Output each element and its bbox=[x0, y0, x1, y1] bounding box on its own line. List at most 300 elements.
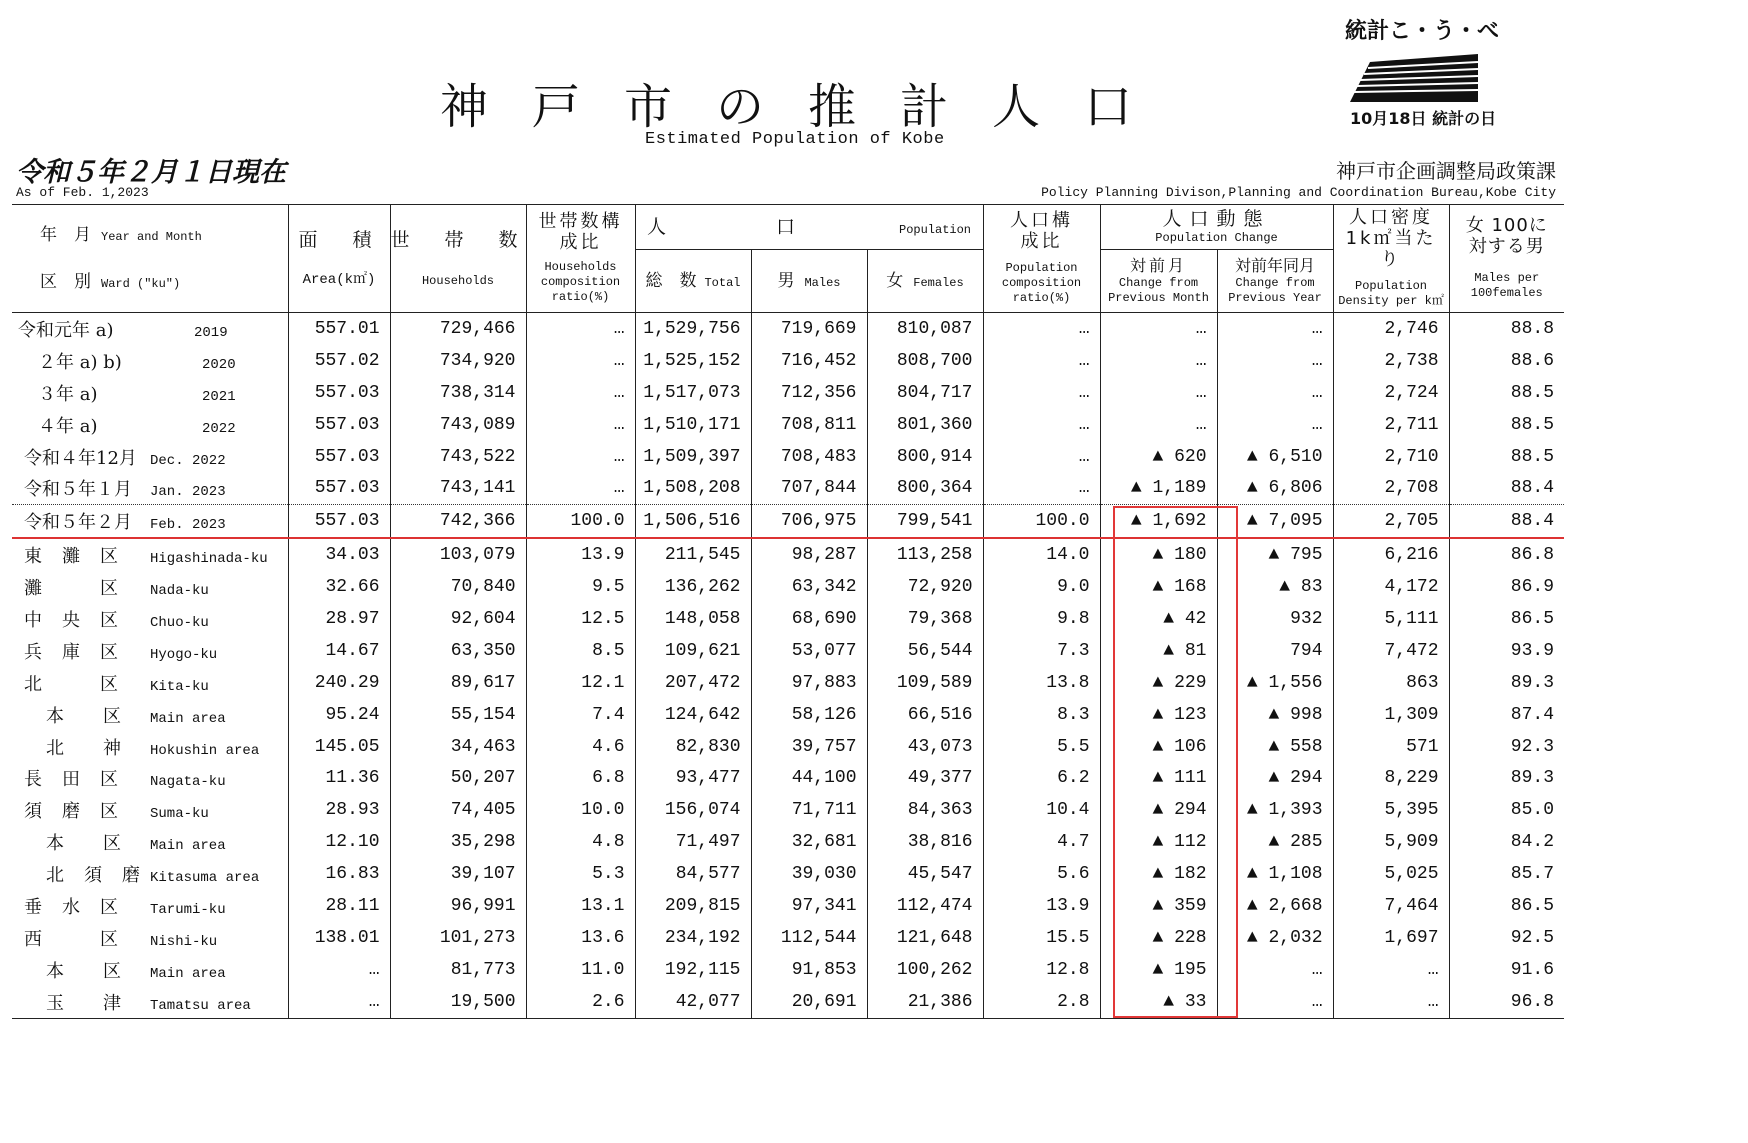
females-cell: 79,368 bbox=[867, 603, 983, 635]
row-label-jp: 令和５年２月 bbox=[24, 512, 132, 534]
density-cell: 2,708 bbox=[1333, 472, 1449, 504]
females-cell: 66,516 bbox=[867, 699, 983, 731]
population-ratio-cell: … bbox=[983, 441, 1100, 473]
change-month-cell: ▲ 1,189 bbox=[1100, 472, 1217, 504]
density-cell: 2,738 bbox=[1333, 345, 1449, 377]
population-ratio-cell: 9.0 bbox=[983, 571, 1100, 603]
table-row bbox=[12, 826, 1564, 858]
row-label-en: Jan. 2023 bbox=[150, 484, 226, 501]
row-label-en: Nada-ku bbox=[150, 583, 209, 600]
year-month-jp: 年 月 bbox=[40, 225, 91, 246]
row-label-en: 2020 bbox=[202, 356, 236, 373]
total-en: Total bbox=[704, 275, 741, 290]
population-ratio-cell: 100.0 bbox=[983, 505, 1100, 538]
table-row bbox=[12, 667, 1564, 699]
households-ratio-cell: 13.9 bbox=[526, 538, 635, 571]
density-cell: 5,025 bbox=[1333, 858, 1449, 890]
area-cell: 34.03 bbox=[288, 538, 390, 571]
change-year-cell: ▲ 1,108 bbox=[1217, 858, 1333, 890]
row-label-jp: 垂 水 区 bbox=[24, 896, 119, 918]
change-month-cell: ▲ 123 bbox=[1100, 699, 1217, 731]
density-cell: 5,395 bbox=[1333, 794, 1449, 826]
density-cell: 2,724 bbox=[1333, 377, 1449, 409]
as-of-date-jp: 令和５年２月１日現在 bbox=[16, 157, 286, 188]
row-label-jp: 北 区 bbox=[24, 673, 119, 695]
row-label-en: Hyogo-ku bbox=[150, 646, 218, 663]
males-cell: 39,030 bbox=[751, 858, 867, 890]
change-month-cell: ▲ 180 bbox=[1100, 538, 1217, 571]
row-label-en: Tarumi-ku bbox=[150, 901, 226, 918]
sex-ratio-cell: 88.5 bbox=[1449, 377, 1564, 409]
sex-ratio-cell: 96.8 bbox=[1449, 986, 1564, 1018]
sex-ratio-cell: 92.3 bbox=[1449, 731, 1564, 763]
males-cell: 97,341 bbox=[751, 890, 867, 922]
households-cell: 103,079 bbox=[390, 538, 526, 571]
total-cell: 207,472 bbox=[635, 667, 751, 699]
row-label-jp: 本 区 bbox=[46, 960, 122, 982]
total-cell: 124,642 bbox=[635, 699, 751, 731]
total-header bbox=[635, 250, 751, 313]
females-cell: 49,377 bbox=[867, 762, 983, 794]
males-cell: 716,452 bbox=[751, 345, 867, 377]
total-cell: 1,529,756 bbox=[635, 313, 751, 345]
households-cell: 74,405 bbox=[390, 794, 526, 826]
females-cell: 100,262 bbox=[867, 954, 983, 986]
males-cell: 20,691 bbox=[751, 986, 867, 1018]
population-ratio-cell: 2.8 bbox=[983, 986, 1100, 1018]
households-ratio-en: Households composition ratio(%) bbox=[540, 259, 621, 304]
change-month-cell: ▲ 33 bbox=[1100, 986, 1217, 1018]
females-header bbox=[867, 250, 983, 313]
row-label-jp: 玉 津 bbox=[46, 992, 122, 1014]
change-month-cell: ▲ 228 bbox=[1100, 922, 1217, 954]
table-row bbox=[12, 890, 1564, 922]
population-ratio-cell: 10.4 bbox=[983, 794, 1100, 826]
ward-jp: 区 別 bbox=[40, 271, 91, 292]
households-cell: 39,107 bbox=[390, 858, 526, 890]
population-ratio-cell: 5.6 bbox=[983, 858, 1100, 890]
change-month-cell: … bbox=[1100, 313, 1217, 345]
change-month-cell: … bbox=[1100, 345, 1217, 377]
table-row bbox=[12, 986, 1564, 1018]
area-cell: 557.01 bbox=[288, 313, 390, 345]
females-cell: 21,386 bbox=[867, 986, 983, 1018]
households-cell: 729,466 bbox=[390, 313, 526, 345]
logo-bottom-text: 10月18日 統計の日 bbox=[1350, 109, 1497, 128]
row-label-jp: 西 区 bbox=[24, 928, 119, 950]
department-jp: 神戸市企画調整局政策課 bbox=[1336, 159, 1556, 183]
area-cell: 557.03 bbox=[288, 505, 390, 538]
population-change-jp: 人口動態 bbox=[1162, 208, 1271, 231]
row-label-en: Tamatsu area bbox=[150, 997, 251, 1014]
row-label bbox=[12, 858, 288, 890]
area-cell: 16.83 bbox=[288, 858, 390, 890]
sex-ratio-en: Males per 100females bbox=[1470, 271, 1543, 301]
table-row bbox=[12, 472, 1564, 504]
row-label-en: Nagata-ku bbox=[150, 774, 226, 791]
table-row bbox=[12, 345, 1564, 377]
row-label bbox=[12, 441, 288, 473]
table-row bbox=[12, 313, 1564, 345]
row-label-jp: 兵 庫 区 bbox=[24, 641, 119, 663]
households-en: Households bbox=[421, 273, 494, 288]
households-ratio-cell: … bbox=[526, 313, 635, 345]
change-year-cell: 932 bbox=[1217, 603, 1333, 635]
households-ratio-jp: 世帯数構成比 bbox=[538, 211, 623, 253]
row-label-en: Hokushin area bbox=[150, 742, 260, 759]
change-year-cell: ▲ 998 bbox=[1217, 699, 1333, 731]
change-year-cell: ▲ 795 bbox=[1217, 538, 1333, 571]
females-cell: 45,547 bbox=[867, 858, 983, 890]
females-cell: 121,648 bbox=[867, 922, 983, 954]
population-ratio-cell: 8.3 bbox=[983, 699, 1100, 731]
population-ratio-cell: 14.0 bbox=[983, 538, 1100, 571]
households-ratio-header bbox=[526, 205, 635, 313]
row-label bbox=[12, 890, 288, 922]
density-cell: 2,746 bbox=[1333, 313, 1449, 345]
households-cell: 55,154 bbox=[390, 699, 526, 731]
area-cell: 557.03 bbox=[288, 409, 390, 441]
area-cell: 145.05 bbox=[288, 731, 390, 763]
row-label bbox=[12, 409, 288, 441]
row-label-en: 2022 bbox=[202, 420, 236, 437]
row-label-en: Kitasuma area bbox=[150, 870, 260, 887]
change-year-cell: ▲ 7,095 bbox=[1217, 505, 1333, 538]
change-month-cell: ▲ 106 bbox=[1100, 731, 1217, 763]
change-month-cell: ▲ 42 bbox=[1100, 603, 1217, 635]
total-cell: 42,077 bbox=[635, 986, 751, 1018]
change-year-cell: … bbox=[1217, 954, 1333, 986]
prev-year-en: Change from Previous Year bbox=[1228, 275, 1322, 305]
sex-ratio-cell: 92.5 bbox=[1449, 922, 1564, 954]
households-cell: 89,617 bbox=[390, 667, 526, 699]
row-label bbox=[12, 986, 288, 1018]
sex-ratio-cell: 87.4 bbox=[1449, 699, 1564, 731]
table-row bbox=[12, 409, 1564, 441]
row-label-en: Higashinada-ku bbox=[150, 551, 268, 568]
households-cell: 63,350 bbox=[390, 635, 526, 667]
population-ratio-cell: 13.8 bbox=[983, 667, 1100, 699]
sex-ratio-cell: 88.5 bbox=[1449, 441, 1564, 473]
density-cell: 2,711 bbox=[1333, 409, 1449, 441]
total-cell: 1,508,208 bbox=[635, 472, 751, 504]
density-cell: 8,229 bbox=[1333, 762, 1449, 794]
row-label bbox=[12, 377, 288, 409]
density-cell: 6,216 bbox=[1333, 538, 1449, 571]
population-ratio-cell: … bbox=[983, 377, 1100, 409]
households-cell: 734,920 bbox=[390, 345, 526, 377]
table-row bbox=[12, 635, 1564, 667]
males-cell: 708,811 bbox=[751, 409, 867, 441]
total-cell: 234,192 bbox=[635, 922, 751, 954]
area-cell: 138.01 bbox=[288, 922, 390, 954]
population-change-en: Population Change bbox=[1155, 231, 1278, 246]
males-cell: 71,711 bbox=[751, 794, 867, 826]
females-cell: 800,364 bbox=[867, 472, 983, 504]
department-en: Policy Planning Divison,Planning and Coordination Bureau,Kobe City bbox=[1041, 185, 1556, 200]
total-cell: 148,058 bbox=[635, 603, 751, 635]
males-cell: 97,883 bbox=[751, 667, 867, 699]
males-cell: 58,126 bbox=[751, 699, 867, 731]
females-cell: 810,087 bbox=[867, 313, 983, 345]
change-year-cell: … bbox=[1217, 345, 1333, 377]
change-month-cell: … bbox=[1100, 377, 1217, 409]
sex-ratio-cell: 88.6 bbox=[1449, 345, 1564, 377]
table-row bbox=[12, 538, 1564, 571]
row-label-en: Main area bbox=[150, 710, 226, 727]
row-label bbox=[12, 922, 288, 954]
change-year-cell: ▲ 285 bbox=[1217, 826, 1333, 858]
prev-month-header bbox=[1100, 250, 1217, 313]
row-label-jp: 令和元年 a) bbox=[18, 319, 114, 341]
row-label-jp: 本 区 bbox=[46, 705, 122, 727]
row-label-jp: 東 灘 区 bbox=[24, 546, 119, 568]
households-cell: 742,366 bbox=[390, 505, 526, 538]
change-year-cell: … bbox=[1217, 313, 1333, 345]
change-year-cell: ▲ 1,556 bbox=[1217, 667, 1333, 699]
households-ratio-cell: 100.0 bbox=[526, 505, 635, 538]
total-cell: 93,477 bbox=[635, 762, 751, 794]
sex-ratio-cell: 86.9 bbox=[1449, 571, 1564, 603]
households-ratio-cell: 12.1 bbox=[526, 667, 635, 699]
sex-ratio-cell: 85.7 bbox=[1449, 858, 1564, 890]
page-subtitle: Estimated Population of Kobe bbox=[645, 130, 945, 149]
table-row bbox=[12, 505, 1564, 538]
density-cell: 4,172 bbox=[1333, 571, 1449, 603]
total-jp: 総 数 bbox=[645, 270, 697, 291]
change-year-cell: ▲ 6,510 bbox=[1217, 441, 1333, 473]
density-cell: 571 bbox=[1333, 731, 1449, 763]
households-ratio-cell: 4.8 bbox=[526, 826, 635, 858]
males-cell: 98,287 bbox=[751, 538, 867, 571]
population-ratio-cell: … bbox=[983, 345, 1100, 377]
row-label-jp: ３年 a) bbox=[38, 383, 98, 405]
population-ratio-cell: 9.8 bbox=[983, 603, 1100, 635]
change-year-cell: … bbox=[1217, 409, 1333, 441]
population-ratio-cell: 6.2 bbox=[983, 762, 1100, 794]
row-label-en: Feb. 2023 bbox=[150, 517, 226, 534]
row-label-jp: ４年 a) bbox=[38, 415, 98, 437]
density-cell: … bbox=[1333, 986, 1449, 1018]
row-label-jp: 灘 区 bbox=[24, 578, 119, 600]
males-header bbox=[751, 250, 867, 313]
change-month-cell: ▲ 111 bbox=[1100, 762, 1217, 794]
households-ratio-cell: 11.0 bbox=[526, 954, 635, 986]
population-ratio-cell: 13.9 bbox=[983, 890, 1100, 922]
change-year-cell: ▲ 294 bbox=[1217, 762, 1333, 794]
population-ratio-cell: … bbox=[983, 313, 1100, 345]
households-ratio-cell: 9.5 bbox=[526, 571, 635, 603]
sex-ratio-cell: 88.5 bbox=[1449, 409, 1564, 441]
females-cell: 800,914 bbox=[867, 441, 983, 473]
table-row bbox=[12, 762, 1564, 794]
females-cell: 799,541 bbox=[867, 505, 983, 538]
area-cell: 95.24 bbox=[288, 699, 390, 731]
total-cell: 136,262 bbox=[635, 571, 751, 603]
row-label-en: 2019 bbox=[194, 324, 228, 341]
males-cell: 44,100 bbox=[751, 762, 867, 794]
households-cell: 81,773 bbox=[390, 954, 526, 986]
males-cell: 706,975 bbox=[751, 505, 867, 538]
row-label-jp: 須 磨 区 bbox=[24, 801, 119, 823]
households-cell: 19,500 bbox=[390, 986, 526, 1018]
prev-month-jp: 対前月 bbox=[1129, 256, 1187, 276]
sex-ratio-cell: 89.3 bbox=[1449, 667, 1564, 699]
density-cell: 5,909 bbox=[1333, 826, 1449, 858]
sex-ratio-cell: 86.8 bbox=[1449, 538, 1564, 571]
table-row bbox=[12, 699, 1564, 731]
year-month-en: Year and Month bbox=[101, 230, 202, 245]
total-cell: 156,074 bbox=[635, 794, 751, 826]
row-label bbox=[12, 762, 288, 794]
area-cell: 28.97 bbox=[288, 603, 390, 635]
density-en: Population Density per k㎡ bbox=[1338, 278, 1444, 308]
households-header bbox=[390, 205, 526, 313]
sex-ratio-cell: 88.4 bbox=[1449, 472, 1564, 504]
density-jp: 人口密度 1k㎡当たり bbox=[1345, 207, 1437, 270]
households-ratio-cell: 7.4 bbox=[526, 699, 635, 731]
density-cell: 1,697 bbox=[1333, 922, 1449, 954]
females-cell: 801,360 bbox=[867, 409, 983, 441]
males-cell: 91,853 bbox=[751, 954, 867, 986]
households-ratio-cell: 13.6 bbox=[526, 922, 635, 954]
statistics-day-logo bbox=[1345, 14, 1500, 129]
households-ratio-cell: 6.8 bbox=[526, 762, 635, 794]
total-cell: 82,830 bbox=[635, 731, 751, 763]
households-cell: 101,273 bbox=[390, 922, 526, 954]
row-label bbox=[12, 472, 288, 504]
population-en: Population bbox=[899, 222, 972, 237]
females-cell: 38,816 bbox=[867, 826, 983, 858]
table-row bbox=[12, 377, 1564, 409]
households-cell: 35,298 bbox=[390, 826, 526, 858]
row-label bbox=[12, 731, 288, 763]
males-cell: 112,544 bbox=[751, 922, 867, 954]
row-label-en: Dec. 2022 bbox=[150, 452, 226, 469]
sex-ratio-cell: 86.5 bbox=[1449, 603, 1564, 635]
area-cell: 557.03 bbox=[288, 441, 390, 473]
sex-ratio-cell: 86.5 bbox=[1449, 890, 1564, 922]
population-ratio-header bbox=[983, 205, 1100, 313]
males-cell: 63,342 bbox=[751, 571, 867, 603]
as-of-date-en: As of Feb. 1,2023 bbox=[16, 185, 149, 200]
change-year-cell: ▲ 2,668 bbox=[1217, 890, 1333, 922]
sex-ratio-header bbox=[1449, 205, 1564, 313]
households-ratio-cell: … bbox=[526, 409, 635, 441]
households-ratio-cell: 10.0 bbox=[526, 794, 635, 826]
total-cell: 1,510,171 bbox=[635, 409, 751, 441]
females-cell: 84,363 bbox=[867, 794, 983, 826]
row-label bbox=[12, 505, 288, 538]
households-cell: 96,991 bbox=[390, 890, 526, 922]
row-label bbox=[12, 635, 288, 667]
row-label-jp: 北 神 bbox=[46, 737, 122, 759]
page-title: 神戸市の推計人口 bbox=[440, 79, 1177, 135]
row-label-jp: 中 央 区 bbox=[24, 609, 119, 631]
area-en: Area(k㎡) bbox=[302, 271, 376, 288]
change-month-cell: ▲ 359 bbox=[1100, 890, 1217, 922]
change-year-cell: ▲ 2,032 bbox=[1217, 922, 1333, 954]
population-ratio-cell: 5.5 bbox=[983, 731, 1100, 763]
row-label-jp: 北 須 磨 bbox=[46, 865, 141, 887]
population-ratio-cell: 12.8 bbox=[983, 954, 1100, 986]
households-cell: 743,141 bbox=[390, 472, 526, 504]
population-ratio-cell: … bbox=[983, 472, 1100, 504]
row-label bbox=[12, 571, 288, 603]
males-cell: 39,757 bbox=[751, 731, 867, 763]
females-cell: 72,920 bbox=[867, 571, 983, 603]
males-en: Males bbox=[804, 275, 841, 290]
area-cell: 12.10 bbox=[288, 826, 390, 858]
table-row bbox=[12, 794, 1564, 826]
logo-waves-graphic bbox=[1350, 54, 1480, 102]
sex-ratio-cell: 93.9 bbox=[1449, 635, 1564, 667]
density-cell: 7,464 bbox=[1333, 890, 1449, 922]
households-cell: 50,207 bbox=[390, 762, 526, 794]
households-cell: 70,840 bbox=[390, 571, 526, 603]
change-month-cell: ▲ 620 bbox=[1100, 441, 1217, 473]
change-month-cell: ▲ 294 bbox=[1100, 794, 1217, 826]
table-row bbox=[12, 603, 1564, 635]
population-jp: 人 口 bbox=[646, 215, 819, 238]
row-label-en: Main area bbox=[150, 838, 226, 855]
table-row bbox=[12, 441, 1564, 473]
sex-ratio-cell: 88.4 bbox=[1449, 505, 1564, 538]
logo-top-text: 統計こ・う・べ bbox=[1345, 19, 1500, 44]
females-cell: 109,589 bbox=[867, 667, 983, 699]
table-row bbox=[12, 731, 1564, 763]
change-year-cell: 794 bbox=[1217, 635, 1333, 667]
area-header bbox=[288, 205, 390, 313]
area-cell: 11.36 bbox=[288, 762, 390, 794]
row-label bbox=[12, 826, 288, 858]
table-row bbox=[12, 954, 1564, 986]
row-label-jp: 令和５年１月 bbox=[24, 479, 132, 501]
population-group-header bbox=[635, 205, 983, 250]
table-row bbox=[12, 922, 1564, 954]
change-year-cell: ▲ 558 bbox=[1217, 731, 1333, 763]
population-ratio-cell: … bbox=[983, 409, 1100, 441]
population-ratio-jp: 人口構成比 bbox=[1010, 210, 1073, 252]
households-cell: 738,314 bbox=[390, 377, 526, 409]
row-label-jp: 令和４年12月 bbox=[24, 447, 137, 469]
males-cell: 708,483 bbox=[751, 441, 867, 473]
population-change-header bbox=[1100, 205, 1333, 250]
change-year-cell: … bbox=[1217, 377, 1333, 409]
label-header bbox=[12, 205, 288, 313]
area-cell: 557.03 bbox=[288, 377, 390, 409]
row-label bbox=[12, 794, 288, 826]
females-cell: 808,700 bbox=[867, 345, 983, 377]
row-label-en: Nishi-ku bbox=[150, 933, 218, 950]
density-cell: 1,309 bbox=[1333, 699, 1449, 731]
density-cell: 7,472 bbox=[1333, 635, 1449, 667]
ward-en: Ward ("ku") bbox=[101, 276, 181, 291]
males-cell: 32,681 bbox=[751, 826, 867, 858]
total-cell: 71,497 bbox=[635, 826, 751, 858]
prev-year-jp: 対前年同月 bbox=[1235, 256, 1316, 276]
area-cell: 557.02 bbox=[288, 345, 390, 377]
density-cell: 863 bbox=[1333, 667, 1449, 699]
sex-ratio-cell: 85.0 bbox=[1449, 794, 1564, 826]
households-ratio-cell: 12.5 bbox=[526, 603, 635, 635]
males-cell: 719,669 bbox=[751, 313, 867, 345]
total-cell: 192,115 bbox=[635, 954, 751, 986]
area-cell: … bbox=[288, 954, 390, 986]
households-cell: 34,463 bbox=[390, 731, 526, 763]
row-label-jp: ２年 a) b) bbox=[38, 351, 122, 373]
area-jp: 面 積 bbox=[298, 228, 380, 251]
